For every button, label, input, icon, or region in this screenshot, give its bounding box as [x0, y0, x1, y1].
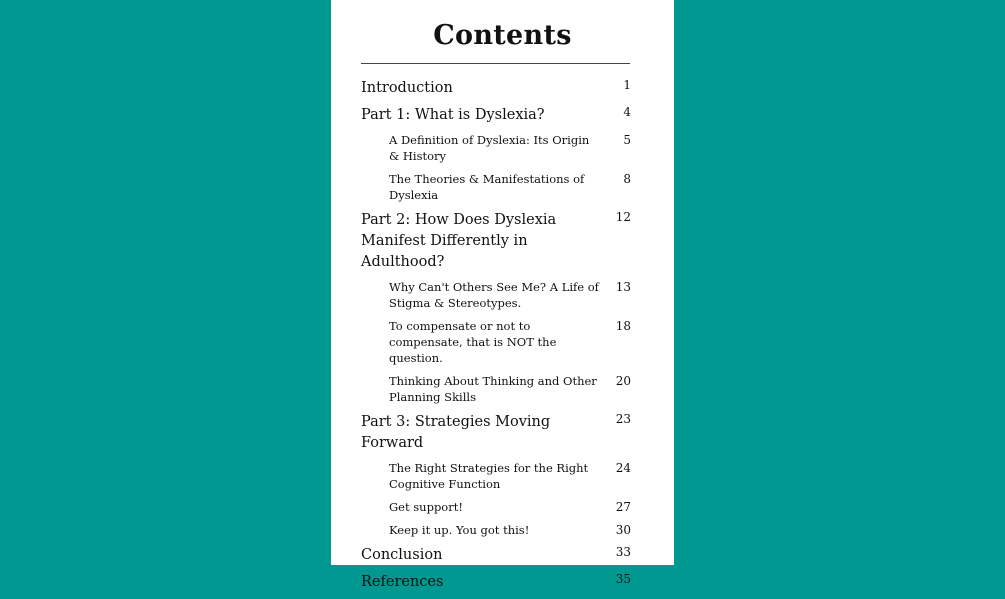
toc-page-number: 23 [615, 412, 631, 426]
toc-entry-stigma[interactable] [361, 279, 631, 311]
toc-page-number: 13 [615, 280, 631, 294]
toc-page-number: 24 [615, 461, 631, 475]
toc-entry-title: Part 3: Strategies Moving Forward [361, 414, 551, 451]
toc-page-number: 4 [623, 105, 631, 119]
toc-entry-right-strategies[interactable] [361, 460, 631, 492]
toc-entry-title: Why Can't Others See Me? A Life of Stigma & Stereotypes. [389, 280, 599, 310]
toc-entry-title: Keep it up. You got this! [389, 523, 530, 537]
toc-entry-part-3[interactable] [361, 412, 631, 454]
toc-entry-definition[interactable] [361, 132, 631, 164]
toc-page-number: 33 [615, 545, 631, 559]
toc-entry-title: The Right Strategies for the Right Cognitive Function [389, 461, 589, 491]
toc-page-number: 1 [623, 78, 631, 92]
toc-page-number: 20 [615, 374, 631, 388]
toc-page-number: 35 [615, 572, 631, 586]
toc-entry-title: The Theories & Manifestations of Dyslexia [389, 172, 585, 202]
toc-entry-title: Get support! [389, 500, 463, 514]
page-title: Contents [433, 20, 572, 51]
toc-entry-references[interactable] [361, 572, 631, 593]
toc-entry-planning-skills[interactable] [361, 373, 631, 405]
toc-entry-title: To compensate or not to compensate, that is NOT the question. [389, 319, 557, 365]
toc-entry-title: Part 2: How Does Dyslexia Manifest Differently in Adulthood? [361, 212, 557, 270]
contents-page [331, 0, 674, 590]
toc-entry-theories[interactable] [361, 171, 631, 203]
toc-entry-title: References [361, 574, 444, 590]
toc-page-number: 18 [615, 319, 631, 333]
toc-entry-part-2[interactable] [361, 210, 631, 273]
toc-entry-title: Conclusion [361, 547, 443, 563]
toc-entry-get-support[interactable] [361, 499, 631, 515]
toc-entry-conclusion[interactable] [361, 545, 631, 566]
toc-entry-compensate[interactable] [361, 318, 631, 366]
toc-entry-introduction[interactable] [361, 78, 631, 99]
toc-entry-title: Thinking About Thinking and Other Planning Skills [389, 374, 597, 404]
toc-entry-title: Introduction [361, 80, 453, 96]
toc-entry-title: Part 1: What is Dyslexia? [361, 107, 545, 123]
toc-entry-part-1[interactable] [361, 105, 631, 126]
toc-page-number: 27 [615, 500, 631, 514]
toc-page-number: 12 [615, 210, 631, 224]
toc-page-number: 5 [623, 133, 631, 147]
toc-entry-keep-it-up[interactable] [361, 522, 631, 538]
table-of-contents [361, 78, 631, 599]
toc-page-number: 30 [615, 523, 631, 537]
title-divider [361, 63, 630, 64]
toc-page-number: 8 [623, 172, 631, 186]
toc-entry-title: A Definition of Dyslexia: Its Origin & History [389, 133, 590, 163]
